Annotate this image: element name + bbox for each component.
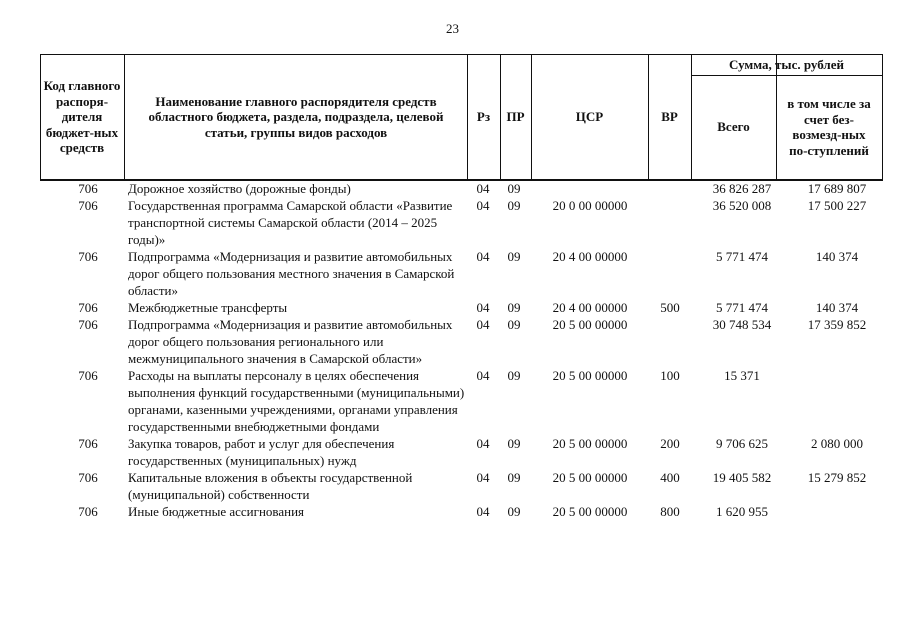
cell-pr: 09: [507, 436, 521, 451]
table-header: [40, 54, 883, 181]
cell-pr: 09: [507, 368, 521, 383]
table-row: [40, 469, 883, 503]
cell-name: Иные бюджетные ассигнования: [128, 504, 305, 519]
table-row: [40, 248, 883, 299]
cell-rz: 04: [476, 368, 490, 383]
cell-vr: 400: [660, 470, 680, 485]
cell-name: Подпрограмма «Модернизация и развитие автомобильных дорог общего пользования регионального или межмуниципального значения в Самарской области»: [128, 317, 453, 366]
cell-total: 5 771 474: [716, 249, 768, 264]
header-vr: ВР: [661, 109, 678, 125]
header-sum: Сумма, тыс. рублей: [729, 57, 844, 73]
cell-pr: 09: [507, 181, 521, 196]
header-code: Код главного распоря-дителя бюджет-ных средств: [43, 78, 121, 156]
cell-csr: 20 5 00 00000: [552, 436, 628, 451]
cell-csr: 20 5 00 00000: [552, 470, 628, 485]
cell-rz: 04: [476, 181, 490, 196]
cell-name: Межбюджетные трансферты: [128, 300, 288, 315]
cell-rz: 04: [476, 317, 490, 332]
table-row: [40, 299, 883, 316]
cell-pr: 09: [507, 249, 521, 264]
table-row: [40, 180, 883, 197]
cell-total: 1 620 955: [716, 504, 768, 519]
cell-code: 706: [78, 317, 98, 332]
cell-csr: 20 5 00 00000: [552, 317, 628, 332]
cell-code: 706: [78, 300, 98, 315]
cell-name: Закупка товаров, работ и услуг для обеспечения государственных (муниципальных) нужд: [128, 436, 395, 468]
cell-code: 706: [78, 504, 98, 519]
cell-pr: 09: [507, 300, 521, 315]
header-total: Всего: [717, 119, 750, 135]
cell-name: Расходы на выплаты персоналу в целях обеспечения выполнения функций государственными (муниципальными) органами, казенными учреждениями, органами управления государственными внебюджетными фондами: [128, 368, 465, 434]
cell-csr: 20 4 00 00000: [552, 300, 628, 315]
cell-free: 15 279 852: [807, 470, 867, 485]
cell-free: 17 500 227: [807, 198, 867, 213]
cell-code: 706: [78, 249, 98, 264]
cell-rz: 04: [476, 470, 490, 485]
cell-pr: 09: [507, 470, 521, 485]
cell-code: 706: [78, 368, 98, 383]
cell-pr: 09: [507, 504, 521, 519]
cell-free: 17 689 807: [807, 181, 867, 196]
cell-rz: 04: [476, 300, 490, 315]
table-body: [40, 180, 883, 520]
cell-rz: 04: [476, 436, 490, 451]
cell-total: 5 771 474: [716, 300, 768, 315]
table-row: [40, 367, 883, 435]
cell-total: 30 748 534: [712, 317, 772, 332]
cell-vr: 100: [660, 368, 680, 383]
cell-free: 140 374: [815, 300, 859, 315]
cell-code: 706: [78, 470, 98, 485]
header-free: в том числе за счет без-возмезд-ных по-ступлений: [787, 96, 871, 158]
cell-total: 36 826 287: [712, 181, 772, 196]
page-number: 23: [446, 21, 459, 36]
table-row: [40, 197, 883, 248]
cell-code: 706: [78, 198, 98, 213]
cell-free: 2 080 000: [811, 436, 863, 451]
cell-pr: 09: [507, 198, 521, 213]
header-pr: ПР: [506, 109, 525, 125]
cell-name: Подпрограмма «Модернизация и развитие автомобильных дорог общего пользования местного значения в Самарской области»: [128, 249, 455, 298]
cell-csr: 20 0 00 00000: [552, 198, 628, 213]
cell-vr: 800: [660, 504, 680, 519]
cell-pr: 09: [507, 317, 521, 332]
cell-csr: 20 4 00 00000: [552, 249, 628, 264]
cell-rz: 04: [476, 249, 490, 264]
cell-name: Капитальные вложения в объекты государственной (муниципальной) собственности: [128, 470, 413, 502]
table-row: [40, 316, 883, 367]
cell-free: 140 374: [815, 249, 859, 264]
cell-name: Дорожное хозяйство (дорожные фонды): [128, 181, 351, 196]
cell-total: 15 371: [724, 368, 760, 383]
cell-name: Государственная программа Самарской области «Развитие транспортной системы Самарской области (2014 – 2025 годы)»: [128, 198, 453, 247]
cell-rz: 04: [476, 504, 490, 519]
cell-free: 17 359 852: [807, 317, 867, 332]
cell-code: 706: [78, 181, 98, 196]
cell-total: 9 706 625: [716, 436, 768, 451]
header-name: Наименование главного распорядителя средств областного бюджета, раздела, подраздела, целевой статьи, группы видов расходов: [148, 93, 444, 140]
header-rz: Рз: [476, 109, 491, 125]
cell-rz: 04: [476, 198, 490, 213]
cell-code: 706: [78, 436, 98, 451]
header-csr: ЦСР: [575, 109, 604, 125]
cell-csr: 20 5 00 00000: [552, 504, 628, 519]
cell-total: 19 405 582: [712, 470, 772, 485]
cell-vr: 500: [660, 300, 680, 315]
table-row: [40, 435, 883, 469]
cell-csr: 20 5 00 00000: [552, 368, 628, 383]
table-row: [40, 503, 883, 520]
cell-total: 36 520 008: [712, 198, 772, 213]
cell-vr: 200: [660, 436, 680, 451]
